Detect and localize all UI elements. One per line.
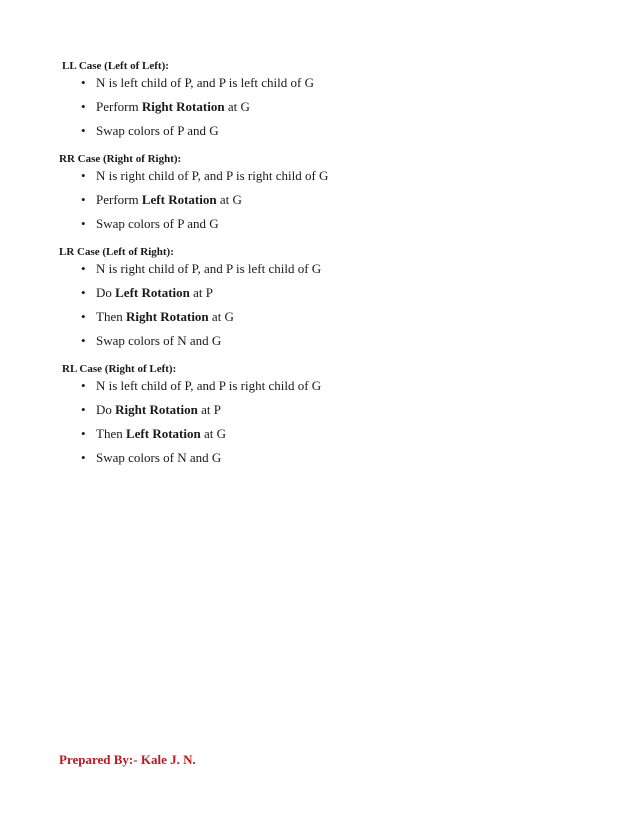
list-item: • Swap colors of P and G <box>81 216 219 231</box>
case-heading: LL Case (Left of Left): <box>62 60 169 72</box>
bullet-list <box>0 168 638 232</box>
bullet-icon: • <box>81 333 86 348</box>
list-item: • Do Left Rotation at P <box>81 285 214 300</box>
bullet-icon: • <box>81 450 86 465</box>
bullet-list <box>0 378 638 466</box>
list-item: • Then Left Rotation at G <box>81 426 226 441</box>
bullet-icon: • <box>81 216 86 231</box>
list-item: • Perform Left Rotation at G <box>81 192 242 207</box>
bullet-icon: • <box>81 402 86 417</box>
case-heading: LR Case (Left of Right): <box>59 246 174 258</box>
bullet-list <box>0 75 638 139</box>
bullet-icon: • <box>81 75 86 90</box>
section-rl-case <box>0 362 638 474</box>
bullet-icon: • <box>81 192 86 207</box>
list-item: • N is left child of P, and P is right child of G <box>81 378 322 393</box>
case-heading: RR Case (Right of Right): <box>59 153 182 165</box>
bullet-icon: • <box>81 285 86 300</box>
bullet-icon: • <box>81 261 86 276</box>
list-item: • Perform Right Rotation at G <box>81 99 250 114</box>
list-item: • N is right child of P, and P is right child of G <box>81 168 329 183</box>
section-ll-case <box>0 59 638 147</box>
list-item: • Swap colors of N and G <box>81 333 222 348</box>
bullet-icon: • <box>81 426 86 441</box>
bullet-list <box>0 261 638 349</box>
list-item: • Swap colors of P and G <box>81 123 219 138</box>
bullet-icon: • <box>81 168 86 183</box>
bullet-icon: • <box>81 309 86 324</box>
list-item: • Do Right Rotation at P <box>81 402 221 417</box>
list-item: • N is right child of P, and P is left child of G <box>81 261 322 276</box>
list-item: • Then Right Rotation at G <box>81 309 234 324</box>
list-item: • N is left child of P, and P is left child of G <box>81 75 314 90</box>
list-item: • Swap colors of N and G <box>81 450 222 465</box>
section-lr-case <box>0 245 638 357</box>
prepared-by-footer: Prepared By:- Kale J. N. <box>59 752 196 767</box>
section-rr-case <box>0 152 638 240</box>
bullet-icon: • <box>81 123 86 138</box>
case-heading: RL Case (Right of Left): <box>62 363 177 375</box>
bullet-icon: • <box>81 378 86 393</box>
bullet-icon: • <box>81 99 86 114</box>
